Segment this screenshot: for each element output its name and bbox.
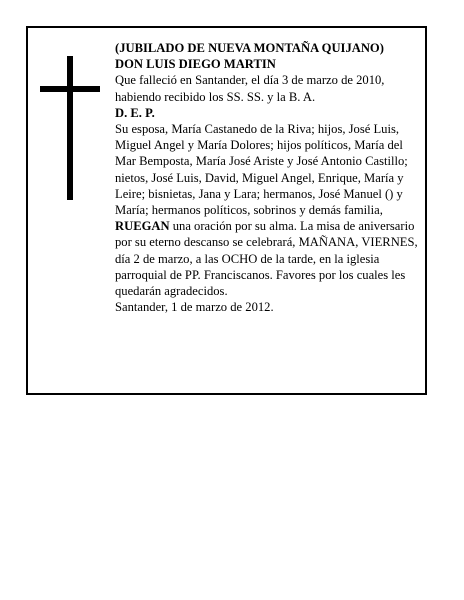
request-text: una oración por su alma. La misa de aniversario por su eterno descanso se celebrará, MAÑANA, VIERNES, día 2 de marzo, a las OCHO de la tarde, en la iglesia parroquial de PP. Franciscanos. Favores por los cuales les quedarán agradecidos. — [115, 219, 418, 299]
request-paragraph — [115, 218, 420, 299]
death-info: Que falleció en Santander, el día 3 de marzo de 2010, habiendo recibido los SS. SS. y la B. A. — [115, 73, 385, 104]
family-list: Su esposa, María Castanedo de la Riva; hijos, José Luis, Miguel Angel y María Dolores; hijos políticos, María del Mar Bemposta, María José Ariste y José Antonio Castillo; nietos, José Luis, David, Miguel Angel, Enrique, María y Leire; bisnietas, Jana y Lara; hermanos, José Manuel () y María; hermanos políticos, sobrinos y demás familia, — [115, 122, 408, 218]
request-word: RUEGAN — [115, 219, 170, 234]
place-date: Santander, 1 de marzo de 2012. — [115, 300, 274, 315]
cross-icon — [40, 56, 100, 200]
cross-vertical-bar — [67, 56, 73, 200]
obituary-notice — [26, 26, 427, 395]
cross-horizontal-bar — [40, 86, 100, 92]
retired-line: (JUBILADO DE NUEVA MONTAÑA QUIJANO) — [115, 41, 384, 55]
deceased-name: DON LUIS DIEGO MARTIN — [115, 57, 276, 72]
notice-text — [115, 40, 420, 315]
rip-line: D. E. P. — [115, 105, 155, 120]
